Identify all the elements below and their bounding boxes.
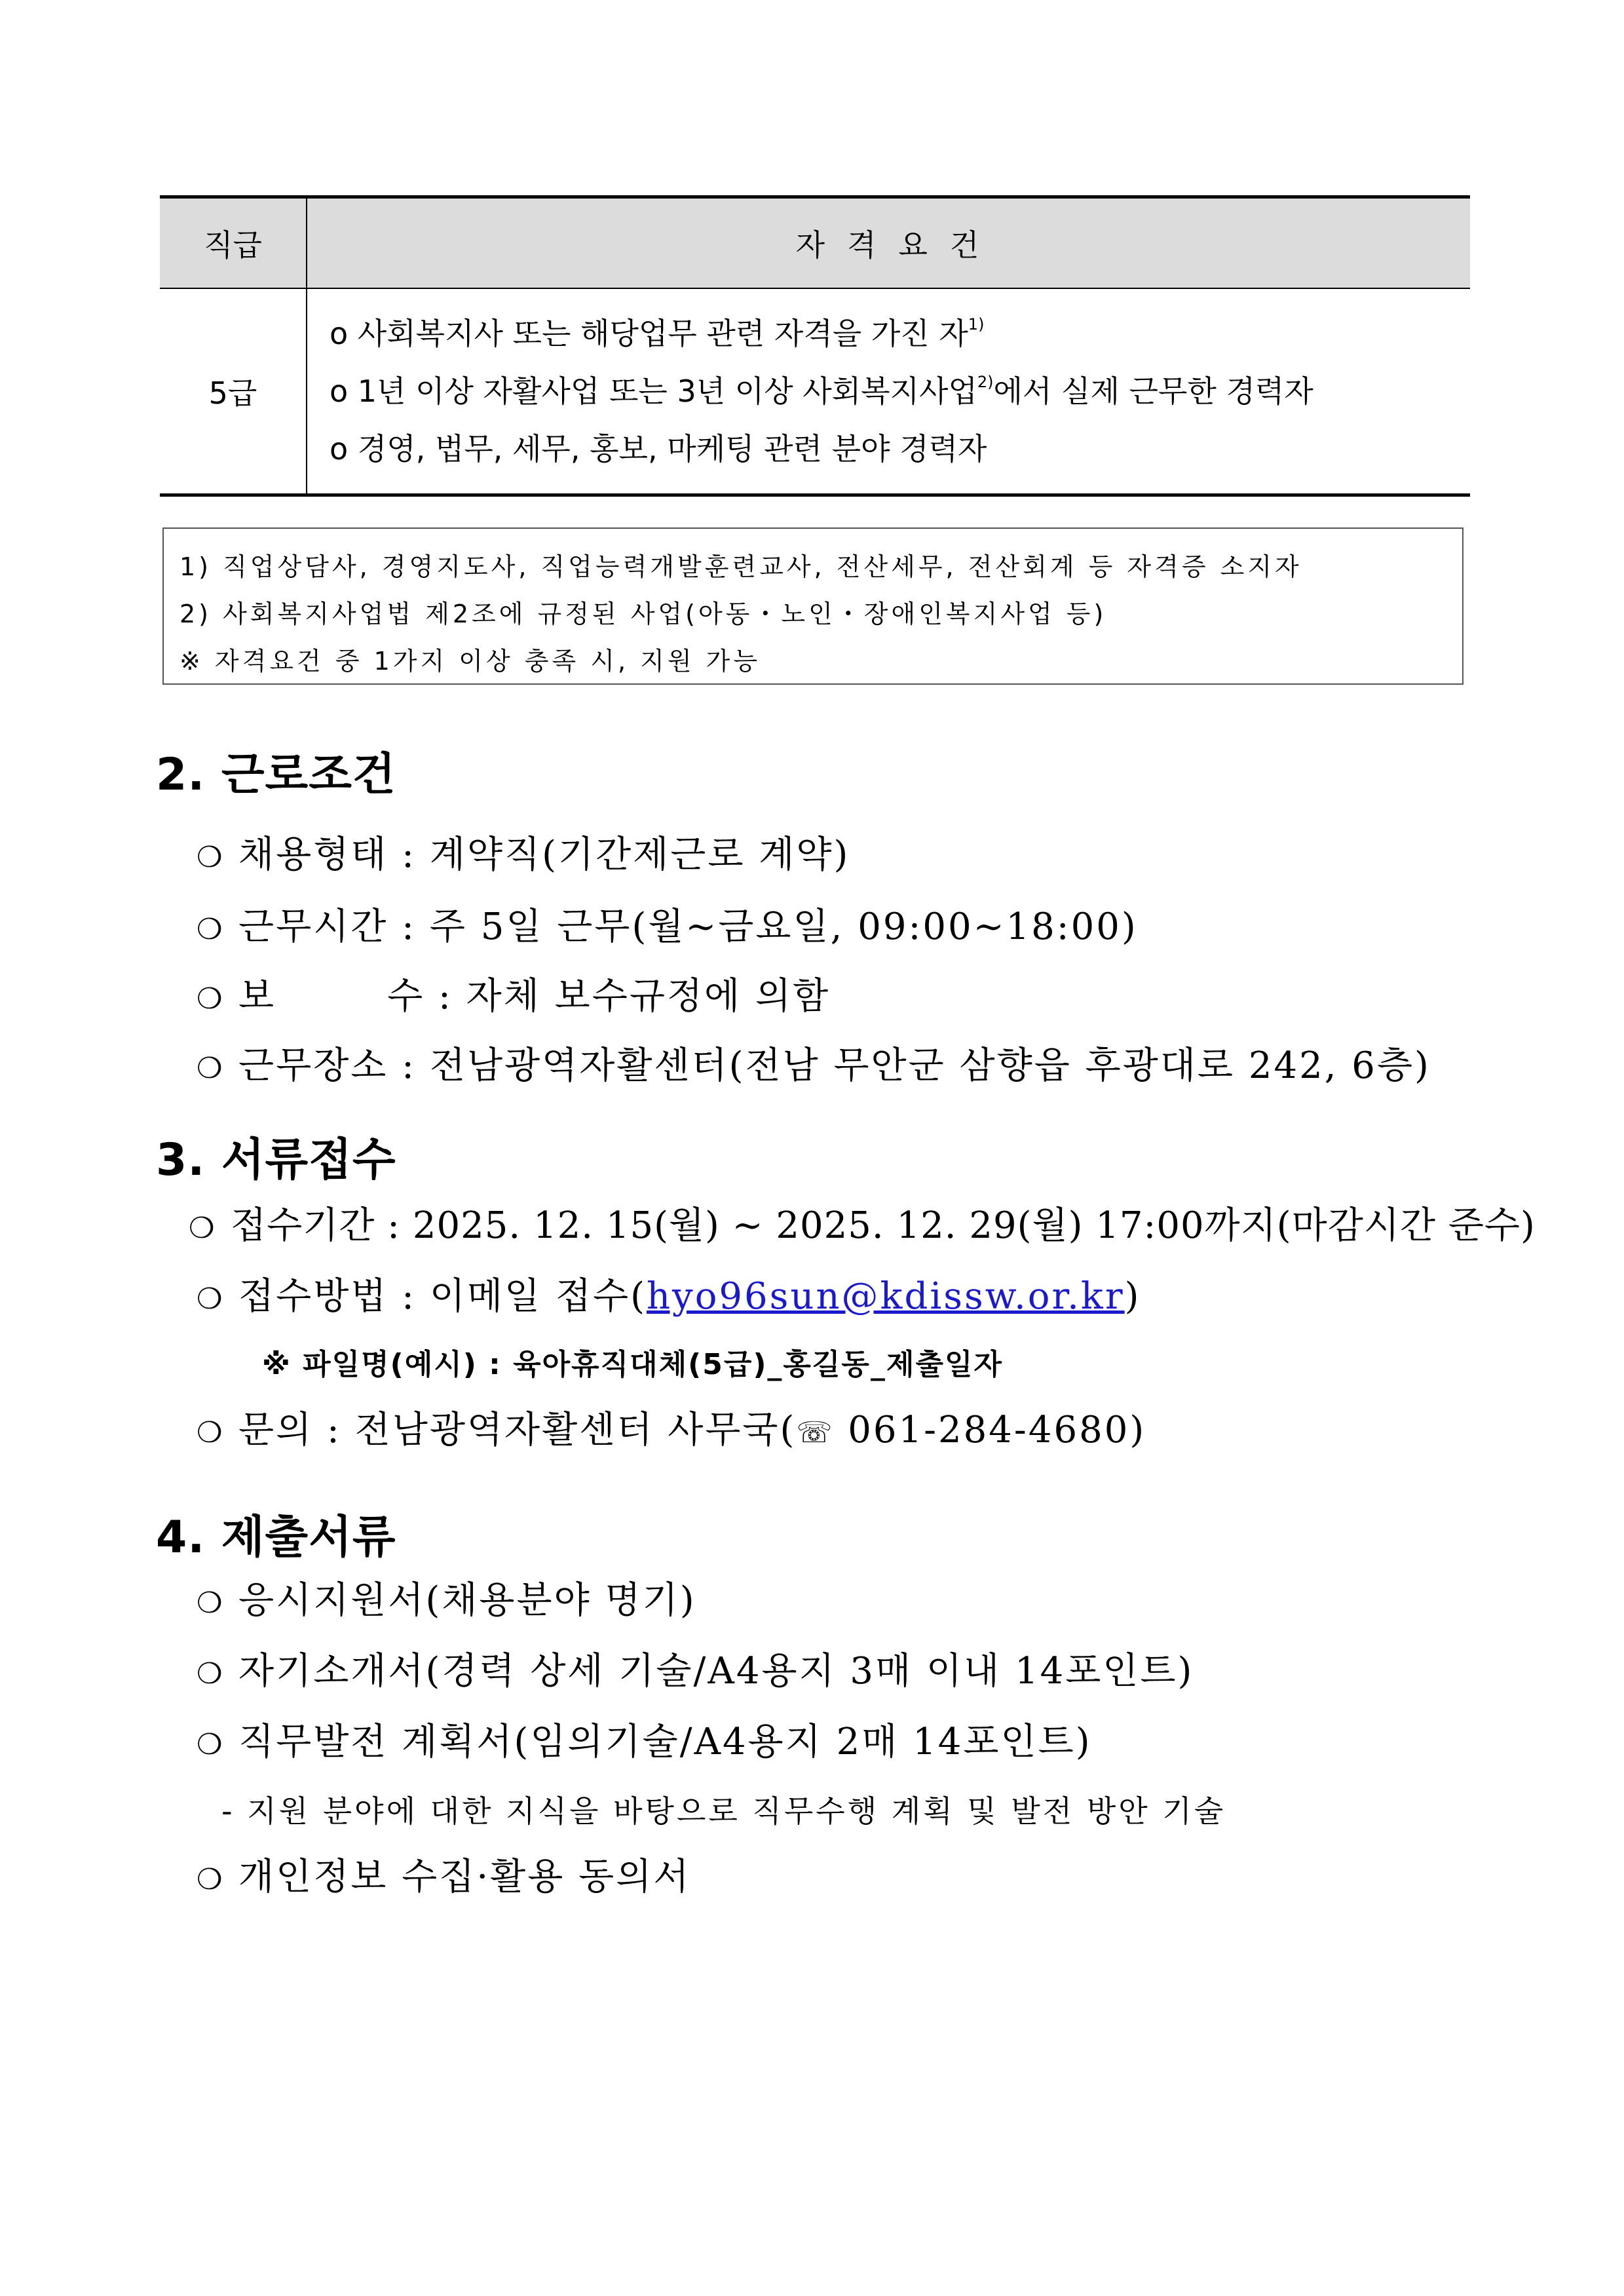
footnote-line: ※ 자격요건 중 1가지 이상 충족 시, 지원 가능 bbox=[179, 647, 761, 676]
header-requirements: 자격요건 bbox=[307, 197, 1470, 289]
circle-bullet-icon: ❍ bbox=[197, 913, 225, 946]
circle-bullet-icon: ❍ bbox=[197, 1282, 225, 1316]
circle-bullet-icon: ❍ bbox=[197, 1586, 225, 1620]
list-item: ❍ 근무시간 : 주 5일 근무(월~금요일, 09:00~18:00) bbox=[197, 906, 1138, 948]
file-name-note: ※ 파일명(예시) : 육아휴직대체(5급)_홍길동_제출일자 bbox=[262, 1348, 1003, 1381]
section-title-documents: 4. 제출서류 bbox=[156, 1512, 396, 1563]
list-item: ❍ 직무발전 계획서(임의기술/A4용지 2매 14포인트) bbox=[197, 1721, 1092, 1763]
footnote-line: 2) 사회복지사업법 제2조에 규정된 사업(아동・노인・장애인복지사업 등) bbox=[179, 600, 1107, 628]
section-title-working-conditions: 2. 근로조건 bbox=[156, 749, 396, 801]
section-title-application: 3. 서류접수 bbox=[156, 1134, 396, 1186]
table-row bbox=[160, 288, 1470, 495]
list-item: ❍ 보 수 : 자체 보수규정에 의함 bbox=[197, 975, 831, 1018]
circle-bullet-icon: ❍ bbox=[197, 1863, 225, 1896]
qualification-table bbox=[160, 195, 1470, 497]
list-item: ❍ 응시지원서(채용분야 명기) bbox=[197, 1579, 696, 1622]
application-method: ❍ 접수방법 : 이메일 접수(hyo96sun@kdissw.or.kr) bbox=[197, 1275, 1141, 1318]
circle-bullet-icon: ❍ bbox=[197, 841, 225, 874]
circle-bullet-icon: ❍ bbox=[197, 1052, 225, 1085]
application-period: ❍ 접수기간 : 2025. 12. 15(월) ~ 2025. 12. 29(월) 17:00까지(마감시간 준수) bbox=[189, 1204, 1536, 1247]
requirements-list bbox=[307, 289, 1470, 493]
documents-sub-note: - 지원 분야에 대한 지식을 바탕으로 직무수행 계획 및 발전 방안 기술 bbox=[221, 1793, 1226, 1829]
list-item: ❍ 채용형태 : 계약직(기간제근로 계약) bbox=[197, 833, 850, 876]
requirement-item: o 경영, 법무, 세무, 홍보, 마케팅 관련 분야 경력자 bbox=[330, 431, 987, 467]
footnote-line: 1) 직업상담사, 경영지도사, 직업능력개발훈련교사, 전산세무, 전산회계 등 자격증 소지자 bbox=[179, 552, 1302, 581]
table-header-row bbox=[160, 197, 1470, 289]
phone-icon: ☏ bbox=[796, 1416, 835, 1449]
circle-bullet-icon: ❍ bbox=[197, 1416, 225, 1449]
list-item: ❍ 개인정보 수집·활용 동의서 bbox=[197, 1856, 691, 1898]
footnote-ref: 1) bbox=[968, 315, 985, 334]
list-item: ❍ 근무장소 : 전남광역자활센터(전남 무안군 삼향읍 후광대로 242, 6층) bbox=[197, 1044, 1431, 1087]
circle-bullet-icon: ❍ bbox=[197, 1657, 225, 1691]
circle-bullet-icon: ❍ bbox=[197, 982, 225, 1016]
requirements-cell bbox=[307, 288, 1470, 495]
circle-bullet-icon: ❍ bbox=[197, 1728, 225, 1761]
list-item: ❍ 자기소개서(경력 상세 기술/A4용지 3매 이내 14포인트) bbox=[197, 1650, 1194, 1693]
footnote-box bbox=[162, 527, 1463, 685]
footnote-ref: 2) bbox=[977, 373, 994, 391]
requirement-item: o 1년 이상 자활사업 또는 3년 이상 사회복지사업$^{2)}$에서 실제 근무한 경력자 bbox=[330, 373, 1313, 409]
inquiry: ❍ 문의 : 전남광역자활센터 사무국(☏ 061-284-4680) bbox=[197, 1409, 1146, 1451]
header-grade: 직급 bbox=[160, 197, 307, 289]
grade-cell: 5급 bbox=[160, 288, 307, 495]
circle-bullet-icon: ❍ bbox=[189, 1212, 216, 1245]
email-link[interactable]: hyo96sun@kdissw.or.kr bbox=[646, 1275, 1125, 1318]
requirement-item: o 사회복지사 또는 해당업무 관련 자격을 가진 자$^{1)}$ bbox=[330, 315, 985, 351]
